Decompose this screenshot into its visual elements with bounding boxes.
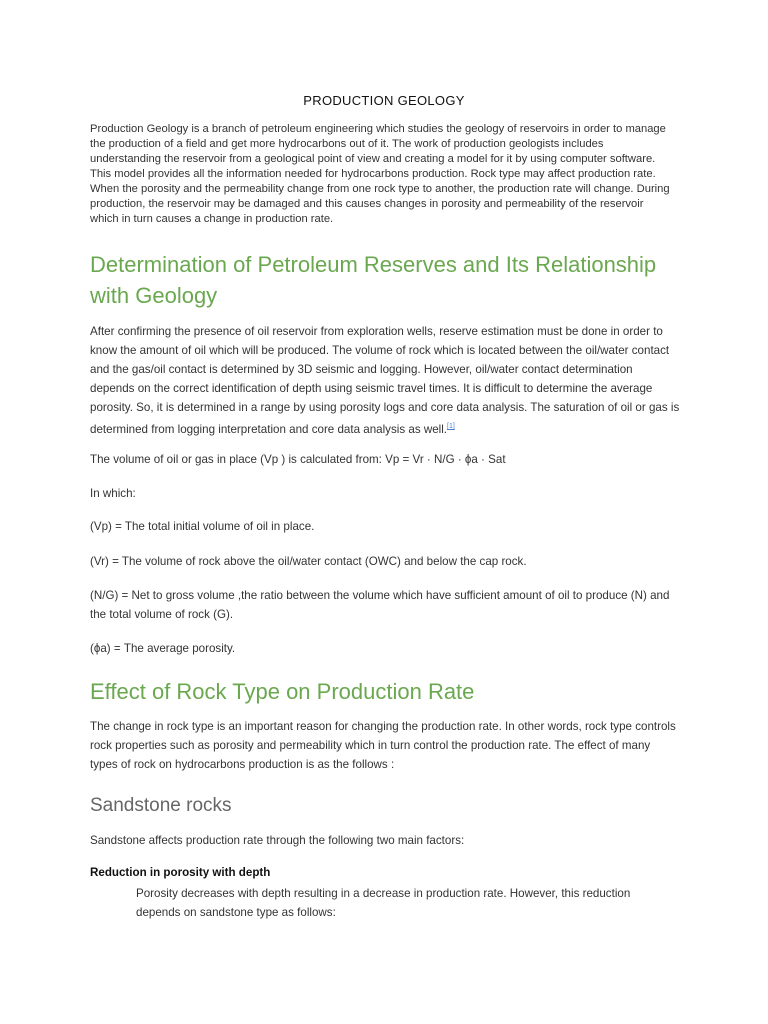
reserves-paragraph-text: After confirming the presence of oil reservoir from exploration wells, reserve estimation must be done in order to know the amount of oil which will be produced. The volume of rock which is located between the oil/water contact and the gas/oil contact is determined by 3D seismic and logging. However, oil/water contact determination depends on the correct identification of depth using seismic travel times. It is difficult to determine the average porosity. So, it is determined in a range by using porosity logs and core data analysis. The saturation of oil or gas is determined from logging interpretation and core data analysis as well.	[90, 325, 680, 436]
definition-phi: (ϕa) = The average porosity.	[90, 642, 236, 655]
rock-type-paragraph: The change in rock type is an important reason for changing the production rate. In other words, rock type controls rock properties such as porosity and permeability which in turn control the production rate. The effect of many types of rock on hydrocarbons production is as the follows :	[90, 720, 676, 771]
section-heading-reserves: Determination of Petroleum Reserves and Its Relationship with Geology	[90, 252, 657, 308]
section-heading-rock-type: Effect of Rock Type on Production Rate	[90, 679, 475, 704]
footnote-link[interactable]: [1]	[447, 423, 455, 430]
factor-paragraph: Porosity decreases with depth resulting in a decrease in production rate. However, this reduction depends on sandstone type as follows:	[136, 887, 631, 919]
definition-ng: (N/G) = Net to gross volume ,the ratio between the volume which have sufficient amount of oil to produce (N) and the total volume of rock (G).	[90, 589, 670, 621]
factor-title: Reduction in porosity with depth	[90, 866, 271, 879]
sandstone-paragraph: Sandstone affects production rate through the following two main factors:	[90, 834, 465, 847]
intro-paragraph: Production Geology is a branch of petroleum engineering which studies the geology of reservoirs in order to manage the production of a field and get more hydrocarbons out of it. The work of production geologists includes understanding the reservoir from a geological point of view and creating a model for it by using computer software. This model provides all the information needed for hydrocarbons production. Rock type may affect production rate. When the porosity and the permeability change from one rock type to another, the production rate will change. During production, the reservoir may be damaged and this causes changes in porosity and permeability of the reservoir which in turn causes a change in production rate.	[90, 123, 670, 225]
reserves-paragraph	[90, 322, 680, 439]
subheading-sandstone: Sandstone rocks	[90, 795, 232, 816]
definition-vp: (Vp) = The total initial volume of oil in place.	[90, 520, 315, 533]
formula-line: The volume of oil or gas in place (Vp ) is calculated from: Vp = Vr · N/G · ϕa · Sat	[90, 453, 506, 466]
definition-vr: (Vr) = The volume of rock above the oil/water contact (OWC) and below the cap rock.	[90, 555, 527, 568]
in-which-label: In which:	[90, 487, 136, 500]
document-title: PRODUCTION GEOLOGY	[303, 93, 465, 108]
